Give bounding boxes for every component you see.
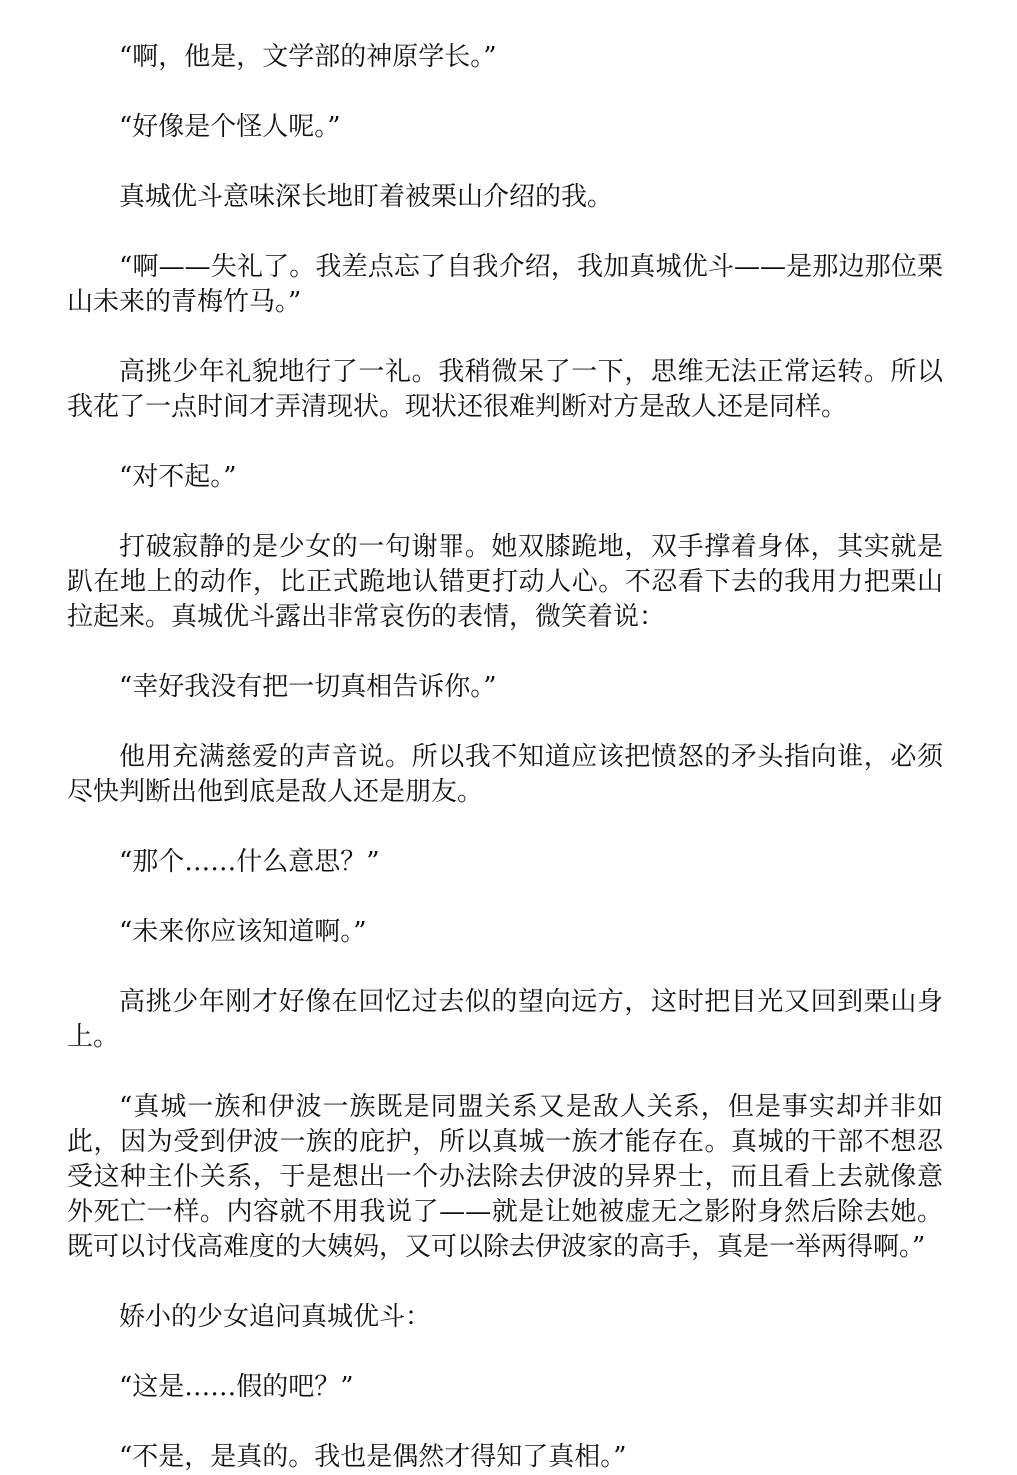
paragraph: 打破寂静的是少女的一句谢罪。她双膝跪地，双手撑着身体，其实就是趴在地上的动作，比正式跪地认错更打动人心。不忍看下去的我用力把栗山拉起来。真城优斗露出非常哀伤的表情，微笑着说： [67,532,943,632]
paragraph: “啊，他是，文学部的神原学长。” [119,42,497,72]
paragraph: 高挑少年刚才好像在回忆过去似的望向远方，这时把目光又回到栗山身上。 [67,987,943,1052]
paragraph: 真城优斗意味深长地盯着被栗山介绍的我。 [119,182,614,212]
paragraph: 他用充满慈爱的声音说。所以我不知道应该把愤怒的矛头指向谁，必须尽快判断出他到底是敌人还是朋友。 [67,742,943,807]
paragraph: “真城一族和伊波一族既是同盟关系又是敌人关系，但是事实却并非如此，因为受到伊波一族的庇护，所以真城一族才能存在。真城的干部不想忍受这种主仆关系，于是想出一个办法除去伊波的异界士，而且看上去就像意外死亡一样。内容就不用我说了——就是让她被虚无之影附身然后除去她。既可以讨伐高难度的大姨妈，又可以除去伊波家的高手，真是一举两得啊。” [67,1092,943,1262]
paragraph: 娇小的少女追问真城优斗： [119,1302,432,1332]
document-page [67,40,943,1475]
paragraph: “那个……什么意思？” [119,847,380,877]
paragraph: 高挑少年礼貌地行了一礼。我稍微呆了一下，思维无法正常运转。所以我花了一点时间才弄清现状。现状还很难判断对方是敌人还是同样。 [67,357,943,422]
paragraph: “不是，是真的。我也是偶然才得知了真相。” [119,1442,627,1472]
paragraph: “啊——失礼了。我差点忘了自我介绍，我加真城优斗——是那边那位栗山未来的青梅竹马。” [67,252,943,317]
paragraph: “幸好我没有把一切真相告诉你。” [119,672,497,702]
paragraph: “未来你应该知道啊。” [119,917,367,947]
paragraph: “好像是个怪人呢。” [119,112,341,142]
paragraph: “对不起。” [119,462,237,492]
paragraph: “这是……假的吧？” [119,1372,354,1402]
